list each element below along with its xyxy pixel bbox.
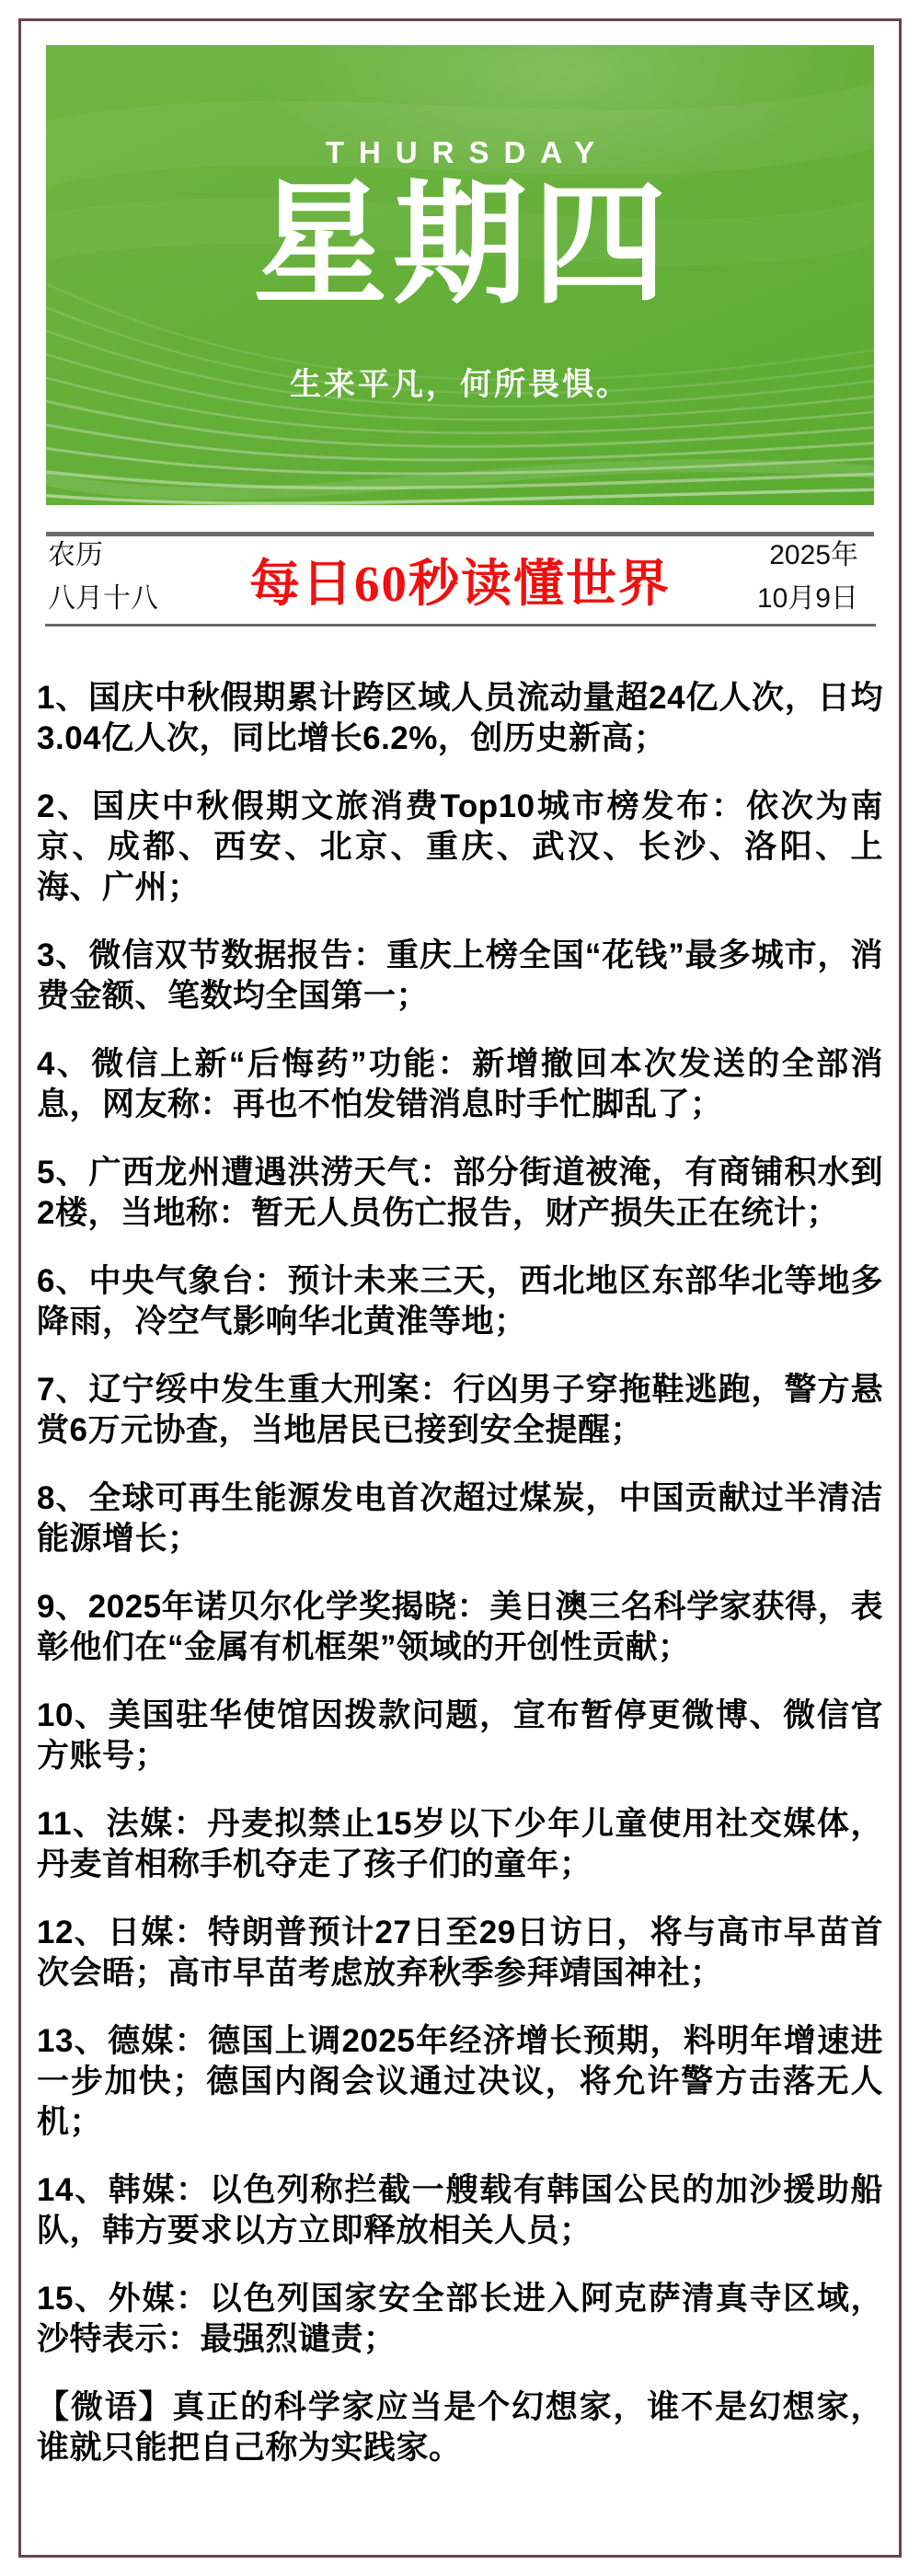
dateline xyxy=(46,536,874,624)
weiyu-quote: 【微语】真正的科学家应当是个幻想家，谁不是幻想家，谁就只能把自己称为实践家。 xyxy=(37,2389,883,2466)
weekday-chinese: 星期四 xyxy=(253,171,673,320)
dateline-bottom-rule xyxy=(45,624,876,627)
news-item-4: 4、微信上新“后悔药”功能：新增撤回本次发送的全部消息，网友称：再也不怕发错消息时手忙脚乱了； xyxy=(37,1046,883,1122)
weekday-banner xyxy=(46,45,874,505)
date-column xyxy=(757,542,858,613)
lunar-date: 八月十八 xyxy=(48,583,158,614)
year-label: 2025年 xyxy=(769,540,858,570)
news-item-7: 7、辽宁绥中发生重大刑案：行凶男子穿拖鞋逃跑，警方悬赏6万元协查，当地居民已接到安全提醒； xyxy=(37,1372,883,1448)
news-item-6: 6、中央气象台：预计未来三天，西北地区东部华北等地多降雨，冷空气影响华北黄淮等地； xyxy=(37,1263,883,1340)
news-item-15: 15、外媒：以色列国家安全部长进入阿克萨清真寺区域，沙特表示：最强烈谴责； xyxy=(37,2281,883,2357)
news-item-11: 11、法媒：丹麦拟禁止15岁以下少年儿童使用社交媒体，丹麦首相称手机夺走了孩子们的童年； xyxy=(37,1806,883,1882)
news-item-3: 3、微信双节数据报告：重庆上榜全国“花钱”最多城市，消费金额、笔数均全国第一； xyxy=(37,937,883,1014)
news-item-10: 10、美国驻华使馆因拨款问题，宣布暂停更微博、微信官方账号； xyxy=(37,1697,883,1774)
news-item-14: 14、韩媒：以色列称拦截一艘载有韩国公民的加沙援助船队，韩方要求以方立即释放相关人员； xyxy=(37,2172,883,2248)
date-label: 10月9日 xyxy=(756,583,858,614)
news-item-8: 8、全球可再生能源发电首次超过煤炭，中国贡献过半清洁能源增长； xyxy=(37,1480,883,1557)
news-item-12: 12、日媒：特朗普预计27日至29日访日，将与高市早苗首次会晤；高市早苗考虑放弃秋季参拜靖国神社； xyxy=(37,1915,883,1991)
lunar-label: 农历 xyxy=(48,540,103,570)
news-item-13: 13、德媒：德国上调2025年经济增长预期，料明年增速进一步加快；德国内阁会议通过决议，将允许警方击落无人机； xyxy=(37,2023,883,2140)
weekday-english: THURSDAY xyxy=(325,135,610,169)
news-item-5: 5、广西龙州遭遇洪涝天气：部分街道被淹，有商铺积水到2楼，当地称：暂无人员伤亡报告，财产损失正在统计； xyxy=(37,1155,883,1231)
news-item-9: 9、2025年诺贝尔化学奖揭晓：美日澳三名科学家获得，表彰他们在“金属有机框架”领域的开创性贡献； xyxy=(37,1589,883,1665)
outer-frame-border xyxy=(18,18,902,2558)
news-item-1: 1、国庆中秋假期累计跨区域人员流动量超24亿人次，日均3.04亿人次，同比增长6.2%，创历史新高； xyxy=(37,680,883,756)
news-item-2: 2、国庆中秋假期文旅消费Top10城市榜发布：依次为南京、成都、西安、北京、重庆、武汉、长沙、洛阳、上海、广州； xyxy=(37,788,883,905)
news-list xyxy=(37,678,883,2468)
page-title: 每日60秒读懂世界 xyxy=(248,556,671,612)
banner-motto: 生来平凡，何所畏惧。 xyxy=(290,367,630,402)
